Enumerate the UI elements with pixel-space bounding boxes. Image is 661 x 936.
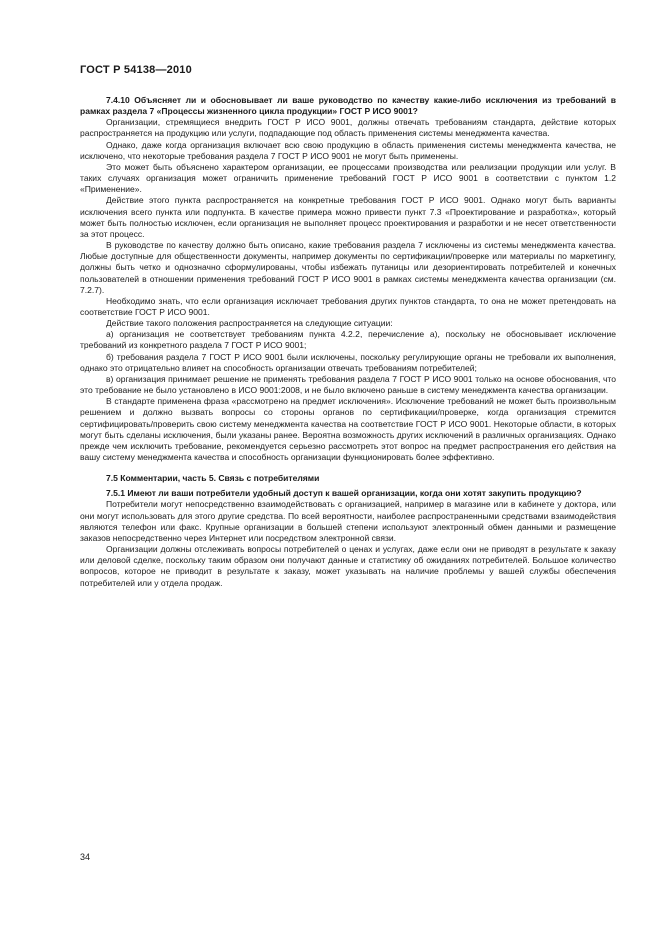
paragraph: В стандарте применена фраза «рассмотрено на предмет исключения». Исключение требований не может быть произвольным решением и должно вызвать вопросы со стороны органов по сертификации/проверке, когда организация стремится сертифицировать/проверить свою систему менеджмента качества на соответствие ГОСТ Р ИСО 9001. Некоторые области, в которых могут быть сделаны исключения, были указаны ранее. Вероятна возможность других исключений в различных организациях. Однако прежде чем исключить требование, рекомендуется серьезно рассмотреть этот вопрос на предмет распространения его действия на вашу систему менеджмента качества и способность организации функционировать более эффективно.	[80, 396, 616, 462]
heading-7-5: 7.5 Комментарии, часть 5. Связь с потребителями	[106, 473, 320, 484]
paragraph: В руководстве по качеству должно быть описано, какие требования раздела 7 исключены из системы менеджмента качества. Любые доступные для общественности документы, например документы по сертификации/проверке или материалы по маркетингу, должны быть четко и однозначно сформулированы, чтобы избежать путаницы или дезориентировать потребителей и конечных пользователей в отношении применения требований ГОСТ Р ИСО 9001 в рамках системы менеджмента качества организации (см. 7.2.7).	[80, 240, 616, 295]
document-body	[80, 95, 616, 589]
spacer	[80, 463, 616, 467]
paragraph: Потребители могут непосредственно взаимодействовать с организацией, например в магазине или в кабинете у доктора, или они могут использовать для этого другие средства. По всей вероятности, наиболее распространенными средствами взаимодействия являются телефон или факс. Крупные организации в большей степени используют электронный обмен данными и размещение заказов непосредственно через Интернет или посредством электронной связи.	[80, 499, 616, 543]
heading-7-5-1: 7.5.1 Имеют ли ваши потребители удобный доступ к вашей организации, когда они хотят закупить продукцию?	[106, 488, 582, 499]
list-item-b: б) требования раздела 7 ГОСТ Р ИСО 9001 были исключены, поскольку регулирующие органы не требовали их выполнения, однако это отрицательно влияет на способность организации отвечать требованиям потребителей;	[80, 351, 616, 373]
document-header: ГОСТ Р 54138—2010	[80, 64, 192, 76]
list-item-v: в) организация принимает решение не применять требования раздела 7 ГОСТ Р ИСО 9001 только на основе обоснования, что это требование не было установлено в ИСО 9001:2008, и не было включено раньше в систему менеджмента качества организации.	[80, 373, 616, 396]
paragraph: Однако, даже когда организация включает всю свою продукцию в область применения системы менеджмента качества, не исключено, что некоторые требования раздела 7 ГОСТ Р ИСО 9001 не могут быть применены.	[80, 139, 616, 161]
list-item-a: а) организация не соответствует требованиям пункта 4.2.2, перечисление а), поскольку не обосновывает исключение требований из конкретного раздела 7 ГОСТ Р ИСО 9001;	[80, 329, 616, 351]
paragraph: Действие этого пункта распространяется на конкретные требования ГОСТ Р ИСО 9001. Однако могут быть варианты исключения всего пункта или подпункта. В качестве примера можно привести пункт 7.3 «Проектирование и разработка», который может быть полностью исключен, если организация не выполняет процесс проектирования и разработки и не несет ответственности за этот процесс.	[80, 195, 616, 239]
paragraph: Это может быть объяснено характером организации, ее процессами производства или реализации продукции или услуг. В таких случаях организация может ограничить применение требований ГОСТ Р ИСО 9001 в соответствии с пунктом 1.2 «Применение».	[80, 161, 616, 195]
paragraph: Организации, стремящиеся внедрить ГОСТ Р ИСО 9001, должны отвечать требованиям стандарта, действие которых распространяется на продукцию или услуги, подпадающие под область применения системы менеджмента качества.	[80, 117, 616, 139]
paragraph: Необходимо знать, что если организация исключает требования других пунктов стандарта, то она не может претендовать на соответствие ГОСТ Р ИСО 9001.	[80, 295, 616, 317]
paragraph: Организации должны отслеживать вопросы потребителей о ценах и услугах, даже если они не приводят в результате к заказу или деловой сделке, поскольку таким образом они получают данные и статистику об ожиданиях потребителей. Большое количество вопросов, которое не приводит в результате к заказу, может указывать на наличие проблемы у вашей службы обеспечения потребителей или у отдела продаж.	[80, 544, 616, 588]
paragraph: Действие такого положения распространяется на следующие ситуации:	[106, 318, 393, 329]
page-number: 34	[80, 852, 91, 862]
heading-7-4-10: 7.4.10 Объясняет ли и обосновывает ли ваше руководство по качеству какие-либо исключения из требований в рамках раздела 7 «Процессы жизненного цикла продукции» ГОСТ Р ИСО 9001?	[80, 95, 616, 117]
